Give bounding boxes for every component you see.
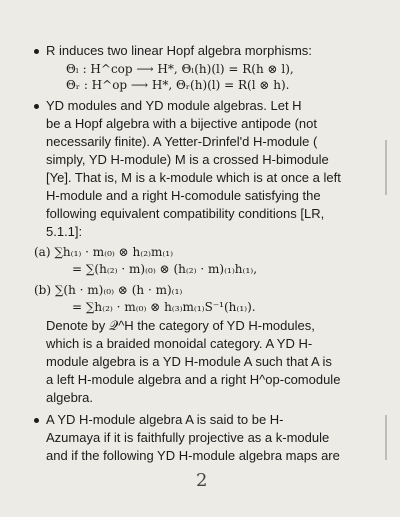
section3-line-3: and if the following YD H-module algebra maps are: [46, 448, 340, 463]
section2-line-5: [Ye]. That is, M is a k-module which is at once a left: [46, 170, 341, 185]
formula-theta-l: Θₗ : H^cop ⟶ H*, Θₗ(h)(l) = R(h ⊗ l),: [66, 62, 294, 76]
section2-line-1: YD modules and YD module algebras. Let H: [46, 98, 302, 113]
formula-theta-r: Θᵣ : H^op ⟶ H*, Θᵣ(h)(l) = R(l ⊗ h).: [66, 78, 290, 92]
section2-line-8: 5.1.1]:: [46, 224, 83, 239]
section2-after-line-5: algebra.: [46, 390, 93, 405]
section1-text: R induces two linear Hopf algebra morphisms:: [46, 43, 312, 58]
section2-line-6: H-module and a right H-comodule satisfying the: [46, 188, 321, 203]
scan-margin-mark-1: [385, 140, 387, 195]
section2-line-2: be a Hopf algebra with a bijective antipode (not: [46, 116, 318, 131]
condition-b-line-1: (b) ∑(h · m)₍₀₎ ⊗ (h · m)₍₁₎: [34, 283, 183, 297]
bullet-2: [34, 104, 39, 109]
bullet-1: [34, 49, 39, 54]
section3-line-1: A YD H-module algebra A is said to be H-: [46, 412, 284, 427]
section3-line-2: Azumaya if it is faithfully projective as a k-module: [46, 430, 330, 445]
scan-margin-mark-2: [385, 415, 387, 460]
section2-after-line-4: a left H-module algebra and a right H^op-comodule: [46, 372, 341, 387]
section2-line-7: following equivalent compatibility conditions [LR,: [46, 206, 325, 221]
section2-after-line-1: Denote by 𝒬^H the category of YD H-modules,: [46, 318, 315, 333]
section2-line-4: simply, YD H-module) M is a crossed H-bimodule: [46, 152, 329, 167]
condition-b-line-2: = ∑h₍₂₎ · m₍₀₎ ⊗ h₍₃₎m₍₁₎S⁻¹(h₍₁₎).: [72, 300, 256, 314]
section2-line-3: necessarily finite). A Yetter-Drinfel'd H-module (: [46, 134, 318, 149]
section2-after-line-3: module algebra is a YD H-module A such that A is: [46, 354, 332, 369]
condition-a-line-2: = ∑(h₍₂₎ · m)₍₀₎ ⊗ (h₍₂₎ · m)₍₁₎h₍₁₎,: [72, 262, 258, 276]
page-number: 2: [196, 470, 208, 491]
condition-a-line-1: (a) ∑h₍₁₎ · m₍₀₎ ⊗ h₍₂₎m₍₁₎: [34, 245, 174, 259]
bullet-3: [34, 418, 39, 423]
section2-after-line-2: which is a braided monoidal category. A YD H-: [46, 336, 313, 351]
